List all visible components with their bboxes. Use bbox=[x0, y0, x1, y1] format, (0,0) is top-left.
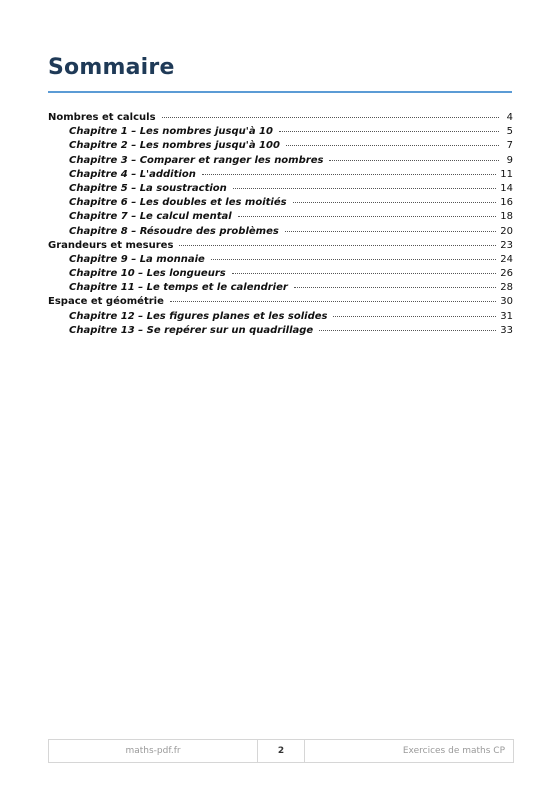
toc-entry-page: 33 bbox=[500, 324, 513, 336]
dot-leader bbox=[293, 201, 497, 203]
dot-leader bbox=[333, 315, 496, 317]
toc-chapter-entry[interactable] bbox=[48, 168, 513, 182]
toc-chapter-entry[interactable] bbox=[48, 139, 513, 153]
toc-entry-page: 28 bbox=[500, 282, 513, 294]
toc-entry-label: Chapitre 5 – La soustraction bbox=[69, 182, 227, 194]
dot-leader bbox=[279, 130, 499, 132]
dot-leader bbox=[170, 300, 496, 302]
toc-part-entry[interactable] bbox=[48, 239, 513, 253]
dot-leader bbox=[202, 173, 496, 175]
toc-entry-label: Grandeurs et mesures bbox=[48, 239, 174, 251]
dot-leader bbox=[211, 258, 496, 260]
toc-entry-label: Chapitre 2 – Les nombres jusqu'à 100 bbox=[69, 140, 280, 152]
toc-chapter-entry[interactable] bbox=[48, 281, 513, 295]
toc-entry-label: Chapitre 13 – Se repérer sur un quadrillage bbox=[69, 324, 314, 336]
toc-chapter-entry[interactable] bbox=[48, 210, 513, 224]
dot-leader bbox=[162, 116, 499, 118]
footer-page-number: 2 bbox=[258, 740, 305, 762]
toc-entry-label: Nombres et calculs bbox=[48, 112, 156, 123]
toc-entry-page: 7 bbox=[506, 140, 513, 152]
toc-entry-page: 11 bbox=[500, 168, 513, 180]
dot-leader bbox=[319, 329, 496, 331]
dot-leader bbox=[285, 230, 496, 232]
toc-entry-page: 14 bbox=[500, 182, 513, 194]
toc-entry-label: Chapitre 7 – Le calcul mental bbox=[69, 211, 232, 223]
toc-part-entry[interactable] bbox=[48, 111, 513, 125]
toc-entry-label: Chapitre 11 – Le temps et le calendrier bbox=[69, 282, 288, 294]
toc-entry-page: 23 bbox=[500, 239, 513, 251]
toc-entry-page: 26 bbox=[500, 268, 513, 280]
toc-entry-page: 4 bbox=[506, 112, 513, 123]
dot-leader bbox=[294, 286, 496, 288]
toc-entry-page: 9 bbox=[506, 154, 513, 166]
toc-entry-label: Chapitre 1 – Les nombres jusqu'à 10 bbox=[69, 126, 273, 138]
toc-chapter-entry[interactable] bbox=[48, 196, 513, 210]
title-rule bbox=[48, 91, 512, 93]
toc-chapter-entry[interactable] bbox=[48, 182, 513, 196]
toc-chapter-entry[interactable] bbox=[48, 253, 513, 267]
toc-entry-label: Chapitre 9 – La monnaie bbox=[69, 253, 205, 265]
toc-entry-page: 24 bbox=[500, 253, 513, 265]
toc-chapter-entry[interactable] bbox=[48, 324, 513, 338]
footer-book-title: Exercices de maths CP bbox=[402, 746, 505, 756]
dot-leader bbox=[232, 272, 497, 274]
page-footer bbox=[48, 739, 514, 763]
dot-leader bbox=[329, 159, 499, 161]
toc-entry-page: 20 bbox=[500, 225, 513, 237]
toc-entry-label: Chapitre 3 – Comparer et ranger les nombres bbox=[69, 154, 324, 166]
toc-entry-page: 30 bbox=[500, 296, 513, 308]
page-title: Sommaire bbox=[48, 55, 175, 80]
toc-chapter-entry[interactable] bbox=[48, 125, 513, 139]
footer-site: maths-pdf.fr bbox=[49, 740, 258, 762]
toc-entry-page: 18 bbox=[500, 211, 513, 223]
toc-chapter-entry[interactable] bbox=[48, 310, 513, 324]
toc-entry-page: 5 bbox=[506, 126, 513, 138]
toc-entry-label: Chapitre 6 – Les doubles et les moitiés bbox=[69, 197, 287, 209]
toc-chapter-entry[interactable] bbox=[48, 225, 513, 239]
dot-leader bbox=[233, 187, 496, 189]
toc-entry-label: Chapitre 4 – L'addition bbox=[69, 168, 196, 180]
toc-entry-label: Chapitre 8 – Résoudre des problèmes bbox=[69, 225, 279, 237]
toc-entry-label: Espace et géométrie bbox=[48, 296, 164, 308]
toc-chapter-entry[interactable] bbox=[48, 267, 513, 281]
toc-part-entry[interactable] bbox=[48, 295, 513, 309]
toc-entry-label: Chapitre 12 – Les figures planes et les solides bbox=[69, 310, 328, 322]
dot-leader bbox=[286, 144, 499, 146]
dot-leader bbox=[238, 215, 497, 217]
toc-entry-page: 31 bbox=[500, 310, 513, 322]
dot-leader bbox=[179, 244, 496, 246]
table-of-contents bbox=[48, 111, 513, 338]
toc-entry-label: Chapitre 10 – Les longueurs bbox=[69, 268, 226, 280]
toc-entry-page: 16 bbox=[500, 197, 513, 209]
toc-chapter-entry[interactable] bbox=[48, 154, 513, 168]
